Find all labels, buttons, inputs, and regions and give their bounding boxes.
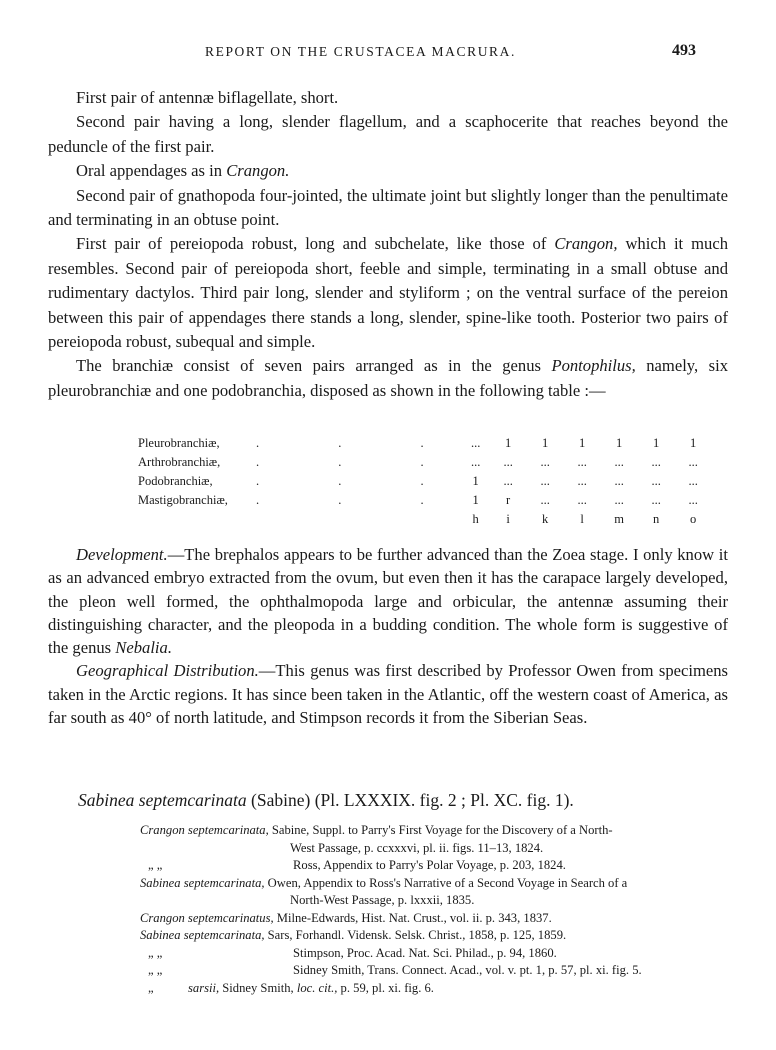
- ditto-mark: „: [148, 980, 154, 995]
- row-label: Arthrobranchiæ,: [138, 455, 221, 469]
- table-cell: 1: [653, 436, 660, 450]
- row-label: Podobranchiæ,: [138, 474, 213, 488]
- leader-dots: . . .: [256, 436, 462, 450]
- synonym-entry: [140, 910, 730, 928]
- synonym-reference: Owen, Appendix to Ross's Narrative of a Second Voyage in Search of a: [264, 875, 628, 890]
- section-label: Geographical Distribution.: [76, 661, 259, 681]
- column-letter: o: [690, 512, 697, 526]
- branchiae-table: [138, 434, 712, 529]
- paragraph-gnathopoda: Second pair of gnathopoda four-jointed, the ultimate joint but slightly longer than the penultimate and terminating in an obtuse point.: [48, 185, 728, 230]
- table-cell: ...: [577, 493, 587, 507]
- table-row: [138, 453, 712, 472]
- table-row: [138, 434, 712, 453]
- page-header: [0, 40, 776, 64]
- genus-name: Nebalia.: [115, 638, 172, 658]
- synonym-reference: Ross, Appendix to Parry's Polar Voyage, p. 203, 1824.: [293, 858, 566, 872]
- table-row: [138, 491, 712, 510]
- table-cell: ...: [503, 455, 513, 469]
- paragraph-oral-appendages: Oral appendages as in Crangon.: [76, 161, 290, 181]
- column-letter: h: [472, 512, 479, 526]
- table-cell: 1: [579, 436, 586, 450]
- synonym-entry: [140, 962, 730, 980]
- column-letter: m: [614, 512, 624, 526]
- synonym-entry: [140, 927, 730, 945]
- synonym-reference: Sabine, Suppl. to Parry's First Voyage for the Discovery of a North-: [268, 823, 613, 837]
- row-label: Pleurobranchiæ,: [138, 436, 220, 450]
- synonym-reference: Sidney Smith, Trans. Connect. Acad., vol. v. pt. 1, p. 57, pl. xi. fig. 5.: [293, 963, 642, 977]
- ditto-mark: „ „: [148, 945, 163, 960]
- synonym-name: Crangon septemcarinatus,: [140, 910, 274, 925]
- genus-name: Crangon,: [554, 234, 618, 254]
- species-name: Sabinea septemcarinata: [78, 790, 247, 810]
- table-cell: ...: [540, 474, 550, 488]
- ditto-mark: „ „: [148, 963, 163, 977]
- row-label: Mastigobranchiæ,: [138, 493, 228, 507]
- leader-dots: . . .: [256, 493, 462, 507]
- table-cell: ...: [651, 455, 661, 469]
- column-letter: n: [653, 512, 660, 526]
- running-title: REPORT ON THE CRUSTACEA MACRURA.: [205, 44, 516, 59]
- column-letter: i: [506, 512, 510, 526]
- paragraph-antennae-second: Second pair having a long, slender flagellum, and a scaphocerite that reaches beyond the peduncle of the first pair.: [48, 112, 728, 156]
- synonym-entry: [140, 857, 730, 875]
- synonym-name: Sabinea septemcarinata,: [140, 875, 265, 890]
- synonym-entry: [140, 945, 730, 963]
- table-cell: ...: [540, 493, 550, 507]
- paragraph-pereiopoda: First pair of pereiopoda robust, long and subchelate, like those of Crangon, which it much resembles. Second pair of pereiopoda short, feeble and simple, terminating in a small obtuse and rudimentary dactylos. Third pair long, slender and styliform ; on the ventral surface of the pereion between this pair of appendages there stands a long, slender, spine-like tooth. Posterior two pairs of pereiopoda robust, subequal and simple.: [48, 234, 728, 352]
- ditto-mark: „ „: [148, 858, 163, 872]
- synonym-loc-cit: loc. cit.,: [296, 980, 338, 995]
- synonym-name: sarsii,: [188, 980, 220, 995]
- synonym-reference-tail: p. 59, pl. xi. fig. 6.: [337, 980, 434, 995]
- table-cell: ...: [540, 455, 550, 469]
- table-cell: ...: [503, 474, 513, 488]
- table-cell: r: [506, 493, 511, 507]
- table-cell: ...: [688, 493, 698, 507]
- synonym-continuation: West Passage, p. ccxxxvi, pl. ii. figs. 11–13, 1824.: [290, 840, 544, 855]
- table-cell: ...: [614, 493, 624, 507]
- column-letters-row: [138, 510, 712, 529]
- synonymy-list: [140, 822, 730, 997]
- page-number: 493: [672, 42, 696, 59]
- column-letter: k: [542, 512, 549, 526]
- table-cell: ...: [577, 474, 587, 488]
- table-cell: ...: [688, 455, 698, 469]
- synonym-continuation: North-West Passage, p. lxxxii, 1835.: [290, 893, 475, 907]
- synonym-entry: [140, 875, 730, 893]
- paragraph-distribution: Geographical Distribution.—This genus was first described by Professor Owen from specimens taken in the Arctic regions. It has since been taken in the Atlantic, off the western coast of America, as far south as 40° of north latitude, and Stimpson records it from the Siberian Seas.: [48, 661, 728, 728]
- table-cell: 1: [472, 474, 479, 488]
- table-cell: 1: [542, 436, 549, 450]
- column-letter: l: [580, 512, 584, 526]
- description-paragraphs: [48, 86, 728, 403]
- section-label: Development.: [76, 545, 168, 564]
- leader-dots: . . .: [256, 474, 462, 488]
- synonym-reference: Sidney Smith,: [219, 980, 297, 995]
- table-cell: ...: [470, 436, 481, 450]
- table-cell: 1: [616, 436, 623, 450]
- table-cell: 1: [472, 493, 479, 507]
- synonym-name: Crangon septemcarinata,: [140, 823, 269, 837]
- spacer-cell: [256, 510, 462, 529]
- table-cell: ...: [651, 474, 661, 488]
- table-row: [138, 472, 712, 491]
- table-cell: 1: [690, 436, 697, 450]
- species-heading: Sabinea septemcarinata (Sabine) (Pl. LXXXIX. fig. 2 ; Pl. XC. fig. 1).: [78, 790, 574, 810]
- synonym-entry: [140, 980, 730, 998]
- table-cell: ...: [614, 455, 624, 469]
- synonym-reference: Stimpson, Proc. Acad. Nat. Sci. Philad., p. 94, 1860.: [293, 945, 557, 960]
- table-cell: 1: [505, 436, 512, 450]
- synonym-name: Sabinea septemcarinata,: [140, 928, 265, 942]
- table-cell: ...: [651, 493, 661, 507]
- genus-name: Pontophilus,: [551, 356, 636, 376]
- genus-name: Crangon.: [226, 161, 290, 181]
- leader-dots: . . .: [256, 455, 462, 469]
- table-cell: ...: [614, 474, 624, 488]
- synonym-reference: Sars, Forhandl. Vidensk. Selsk. Christ., 1858, p. 125, 1859.: [264, 928, 567, 942]
- paragraph-branchiae: The branchiæ consist of seven pairs arranged as in the genus Pontophilus, namely, six pleurobranchiæ and one podobranchia, disposed as shown in the following table :—: [48, 356, 729, 400]
- table-cell: ...: [688, 474, 698, 488]
- development-distribution: [48, 543, 728, 729]
- table-cell: ...: [577, 455, 587, 469]
- paragraph-development: Development.—The brephalos appears to be further advanced than the Zoea stage. I only know it as an advanced embryo extracted from the ovum, but even then it has the carapace largely developed, the pleon well formed, the ophthalmopoda large and orbicular, the antennæ assuming their distinguishing character, and the pleopoda in a budding condition. The whole form is suggestive of the genus Nebalia.: [48, 545, 728, 658]
- paragraph-antennae-first: First pair of antennæ biflagellate, short.: [76, 88, 339, 107]
- spacer-cell: [138, 510, 256, 529]
- synonym-entry: [140, 822, 730, 840]
- table-cell: ...: [470, 455, 481, 469]
- synonym-reference: Milne-Edwards, Hist. Nat. Crust., vol. ii. p. 343, 1837.: [273, 910, 552, 925]
